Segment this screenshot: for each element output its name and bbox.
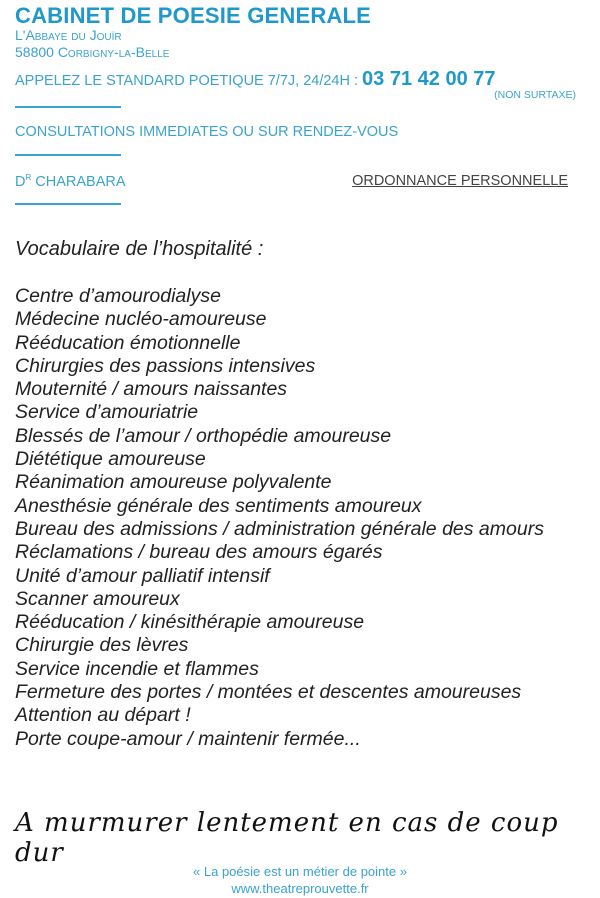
list-item: Rééducation émotionnelle (15, 331, 241, 354)
list-item: Rééducation / kinésithérapie amoureuse (15, 611, 365, 634)
list-item: Chirurgie des lèvres (15, 634, 189, 657)
list-item: Service d’amouriatrie (15, 401, 199, 424)
phone-note: (NON SURTAXE) (494, 89, 576, 101)
doctor-prefix: D (15, 173, 26, 190)
list-item: Bureau des admissions / administration générale des amours (15, 517, 544, 540)
list-item: Mouternité / amours naissantes (15, 378, 288, 401)
list-item: Réclamations / bureau des amours égarés (15, 541, 383, 564)
list-item: Attention au départ ! (15, 704, 191, 727)
consultations-text: CONSULTATIONS IMMEDIATES OU SUR RENDEZ-VOUS (15, 124, 399, 140)
list-item: Unité d’amour palliatif intensif (15, 564, 270, 587)
divider (15, 106, 121, 108)
list-item: Anesthésie générale des sentiments amoureux (15, 494, 422, 517)
vocabulary-list (15, 285, 544, 751)
doctor-sup: R (25, 173, 32, 182)
vocabulary-heading: Vocabulaire de l’hospitalité : (15, 238, 264, 260)
divider (15, 154, 121, 156)
phone-number: 03 71 42 00 77 (362, 68, 496, 90)
address-line-2: 58800 Corbigny-la-Belle (15, 44, 170, 60)
handwritten-note: A murmurer lentement en cas de coup dur (15, 808, 559, 868)
list-item: Réanimation amoureuse polyvalente (15, 471, 332, 494)
list-item: Médecine nucléo-amoureuse (15, 308, 267, 331)
divider (15, 203, 121, 205)
clinic-title: CABINET DE POESIE GENERALE (15, 3, 372, 28)
list-item: Chirurgies des passions intensives (15, 354, 316, 377)
list-item: Centre d’amourodialyse (15, 285, 221, 307)
footer-website[interactable]: www.theatreprouvette.fr (231, 881, 369, 896)
list-item: Blessés de l’amour / orthopédie amoureuse (15, 424, 392, 447)
list-item: Diététique amoureuse (15, 448, 206, 471)
list-item: Fermeture des portes / montées et descentes amoureuses (15, 681, 522, 704)
phone-line (15, 68, 496, 91)
list-item: Scanner amoureux (15, 587, 180, 610)
footer-quote: « La poésie est un métier de pointe » (193, 864, 407, 879)
address-line-1: L'Abbaye du Jouïr (15, 27, 122, 43)
doctor-name (15, 173, 126, 190)
list-item: Service incendie et flammes (15, 657, 259, 680)
call-label: APPELEZ LE STANDARD POETIQUE 7/7J, 24/24H : (15, 73, 363, 89)
ordonnance-label: ORDONNANCE PERSONNELLE (352, 173, 568, 189)
list-item: Porte coupe-amour / maintenir fermée... (15, 727, 361, 750)
doctor-surname: CHARABARA (31, 173, 126, 190)
